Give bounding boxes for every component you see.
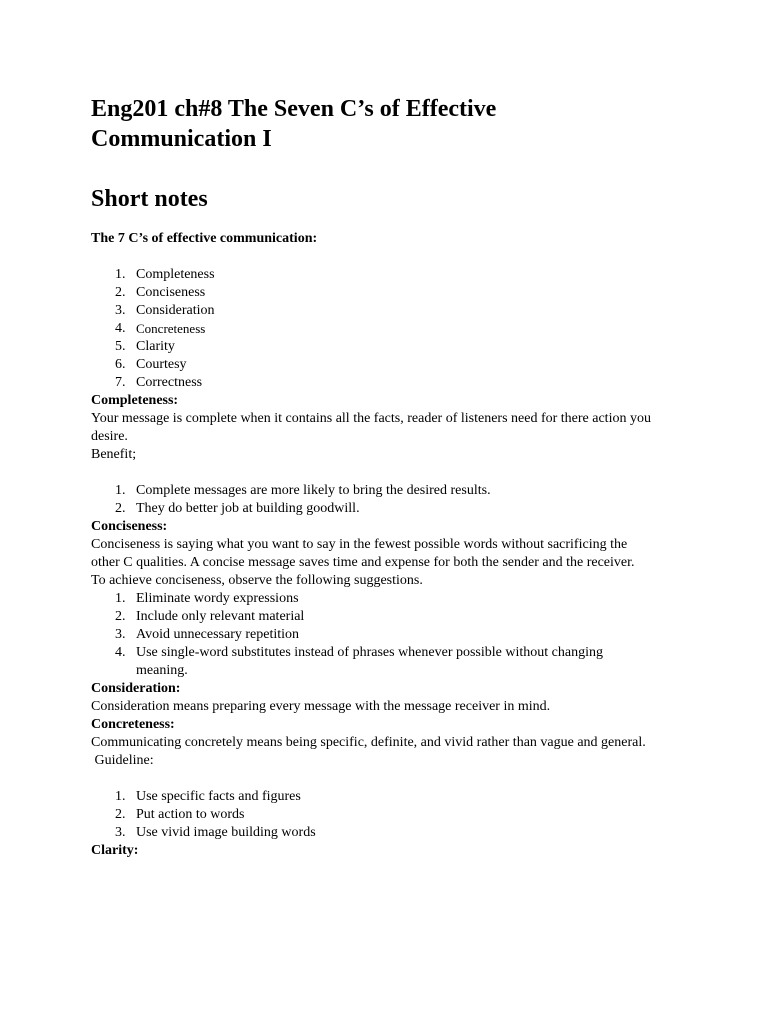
list-item: 1. Complete messages are more likely to bring the desired results.: [115, 483, 491, 498]
section-title-short-notes: Short notes: [91, 186, 208, 212]
heading-conciseness: Conciseness:: [91, 519, 168, 534]
suggestions-label: To achieve conciseness, observe the following suggestions.: [91, 573, 423, 588]
intro-line: The 7 C’s of effective communication:: [91, 231, 318, 246]
list-item: 2. Include only relevant material: [115, 609, 305, 624]
list-item: 1. Eliminate wordy expressions: [115, 591, 299, 606]
title-line-1: Eng201 ch#8 The Seven C’s of Effective: [91, 96, 497, 122]
paragraph-consideration: Consideration means preparing every message with the message receiver in mind.: [91, 699, 551, 714]
list-item: 3. Consideration: [115, 303, 215, 318]
suggestions-list: [91, 590, 651, 680]
list-item: 1. Completeness: [115, 267, 215, 282]
list-item: 1. Use specific facts and figures: [115, 789, 301, 804]
document-title: [91, 94, 651, 154]
list-item: 4. Use single-word substitutes instead of phrases whenever possible without changing meaning.: [115, 645, 603, 678]
heading-concreteness: Concreteness:: [91, 717, 175, 732]
paragraph-completeness: Your message is complete when it contains all the facts, reader of listeners need for there action you desire.: [91, 411, 651, 444]
heading-consideration: Consideration:: [91, 681, 181, 696]
list-item: 4. Concreteness: [115, 321, 206, 336]
document-page: [91, 94, 651, 860]
paragraph-conciseness: Conciseness is saying what you want to say in the fewest possible words without sacrificing the other C qualities. A concise message saves time and expense for both the sender and the receiver.: [91, 537, 635, 570]
list-item: 6. Courtesy: [115, 357, 187, 372]
heading-clarity: Clarity:: [91, 843, 139, 858]
list-item: 2. They do better job at building goodwill.: [115, 501, 360, 516]
list-item: 5. Clarity: [115, 339, 175, 354]
paragraph-concreteness: Communicating concretely means being specific, definite, and vivid rather than vague and general.: [91, 735, 646, 750]
heading-completeness: Completeness:: [91, 393, 179, 408]
list-item: 7. Correctness: [115, 375, 203, 390]
guidelines-list: [91, 788, 651, 842]
list-item: 2. Put action to words: [115, 807, 245, 822]
list-item: 2. Conciseness: [115, 285, 206, 300]
list-item: 3. Use vivid image building words: [115, 825, 316, 840]
list-item: 3. Avoid unnecessary repetition: [115, 627, 300, 642]
guideline-label: Guideline:: [91, 753, 154, 768]
benefits-list: [91, 482, 651, 518]
benefit-label: Benefit;: [91, 447, 137, 462]
seven-cs-list: [91, 266, 651, 392]
title-line-2: Communication I: [91, 126, 272, 152]
